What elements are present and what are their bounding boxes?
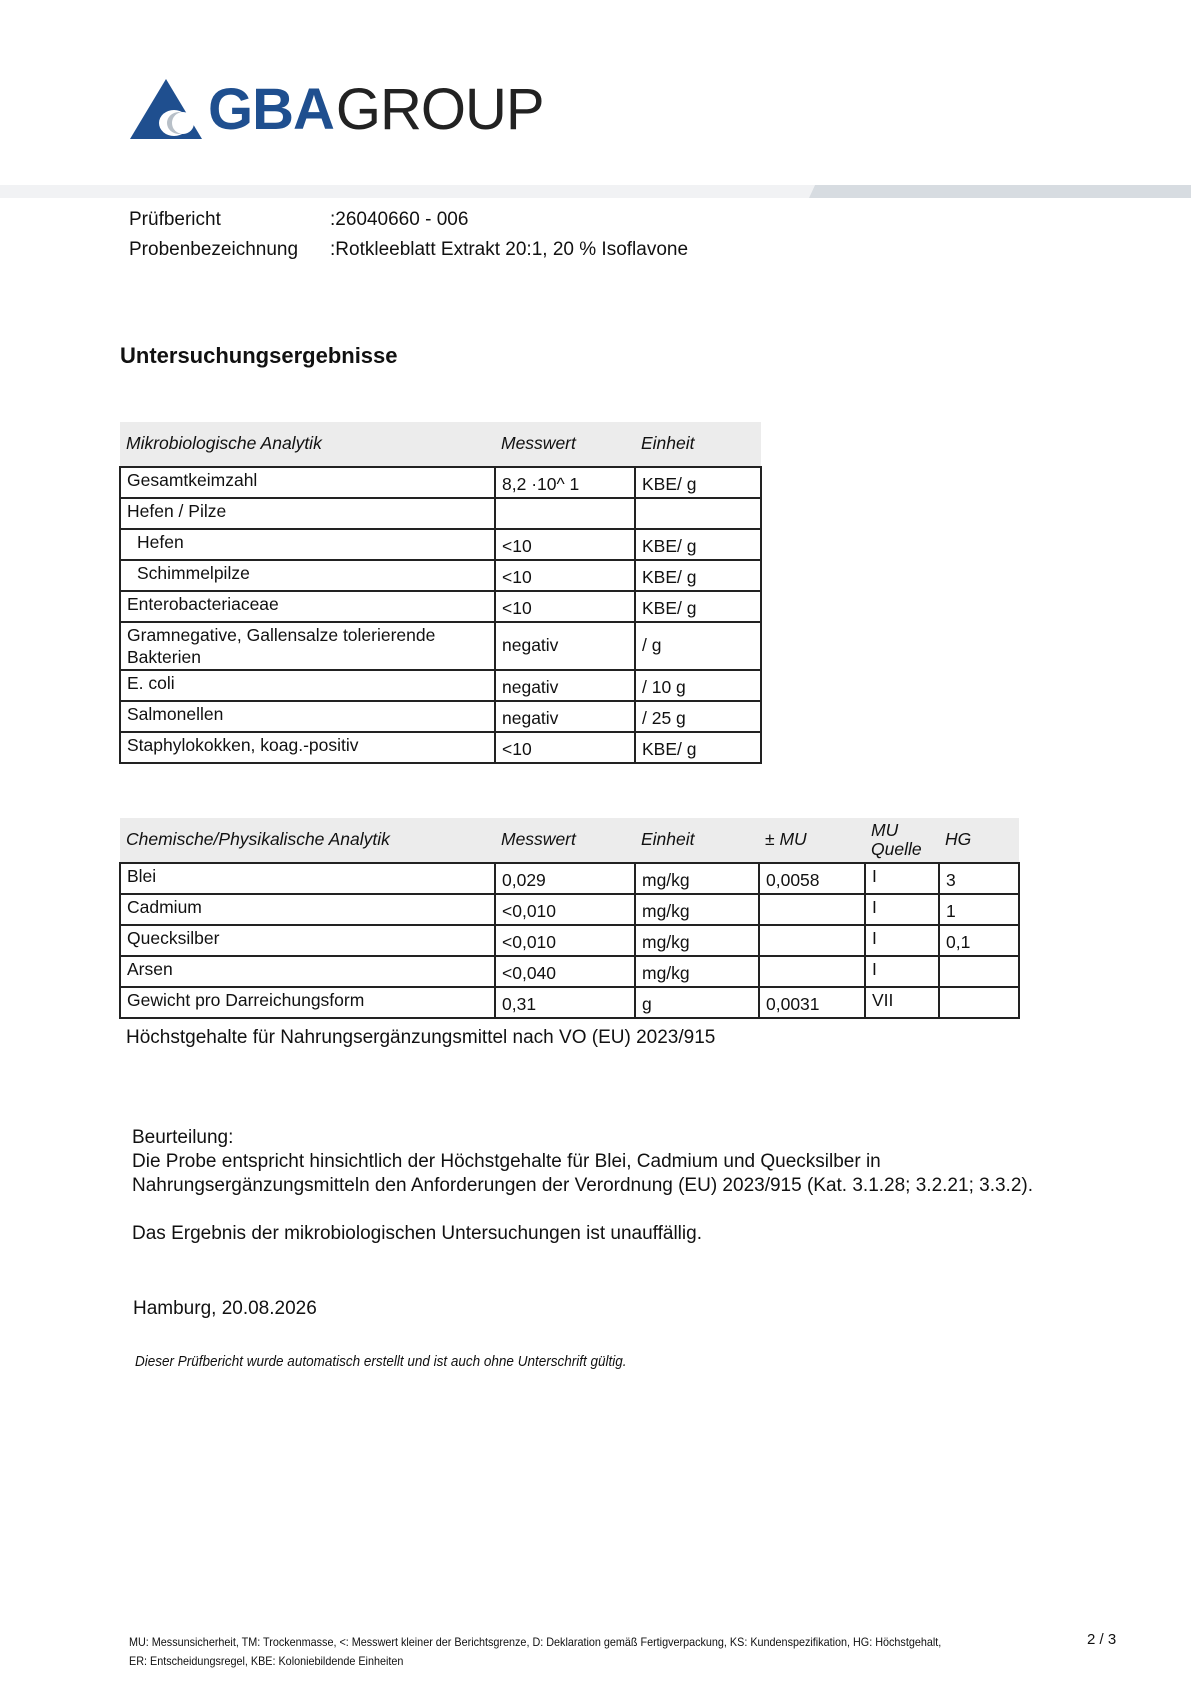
micro-name: Hefen (120, 529, 495, 560)
chem-mu-source: I (865, 925, 939, 956)
table-row (120, 987, 1019, 1018)
micro-unit (635, 498, 761, 529)
chem-value: <0,010 (495, 925, 635, 956)
chem-name: Arsen (120, 956, 495, 987)
micro-name: Salmonellen (120, 701, 495, 732)
micro-header-value: Messwert (495, 422, 635, 467)
micro-value: <10 (495, 529, 635, 560)
logo-text-light: GROUP (335, 77, 544, 142)
chem-name: Blei (120, 863, 495, 894)
sample-name-label: Probenbezeichnung (129, 239, 299, 260)
logo-text (208, 77, 544, 142)
chem-unit: mg/kg (635, 925, 759, 956)
chem-value: 0,029 (495, 863, 635, 894)
table-row (120, 467, 761, 498)
chem-hg: 0,1 (939, 925, 1019, 956)
micro-header-analysis: Mikrobiologische Analytik (120, 422, 495, 467)
micro-name: Schimmelpilze (120, 560, 495, 591)
chem-value: <0,010 (495, 894, 635, 925)
chem-mu-source: I (865, 863, 939, 894)
micro-value: negativ (495, 670, 635, 701)
table-row (120, 529, 761, 560)
table-row (120, 670, 761, 701)
chem-hg (939, 987, 1019, 1018)
logo-text-bold: GBA (208, 77, 334, 142)
table-row (120, 894, 1019, 925)
chem-hg (939, 956, 1019, 987)
micro-result-text: Das Ergebnis der mikrobiologischen Untersuchungen ist unauffällig. (132, 1223, 702, 1244)
header-stripe (0, 185, 1191, 198)
micro-unit: KBE/ g (635, 560, 761, 591)
chem-header-hg: HG (939, 818, 1019, 863)
table-row (120, 498, 761, 529)
table-row (120, 622, 761, 670)
table-row (120, 560, 761, 591)
assessment-line-2: Nahrungsergänzungsmitteln den Anforderungen der Verordnung (EU) 2023/915 (Kat. 3.1.28; 3.2.21; 3.3.2). (132, 1175, 1033, 1196)
table-row (120, 732, 761, 763)
footer-legend-line-1: MU: Messunsicherheit, TM: Trockenmasse, <: Messwert kleiner der Berichtsgrenze, D: Deklaration gemäß Fertigverpackung, KS: Kundenspezifikation, HG: Höchstgehalt, (129, 1635, 942, 1649)
report-number-label: Prüfbericht (129, 209, 221, 230)
micro-name: Gesamtkeimzahl (120, 467, 495, 498)
micro-name: Staphylokokken, koag.-positiv (120, 732, 495, 763)
page-number: 2 / 3 (1087, 1631, 1117, 1648)
chem-hg: 3 (939, 863, 1019, 894)
section-title: Untersuchungsergebnisse (120, 343, 398, 368)
chem-name: Gewicht pro Darreichungsform (120, 987, 495, 1018)
chem-value: <0,040 (495, 956, 635, 987)
chem-mu (759, 894, 865, 925)
micro-value: <10 (495, 591, 635, 622)
micro-header-unit: Einheit (635, 422, 761, 467)
chem-header-unit: Einheit (635, 818, 759, 863)
micro-table-header (120, 422, 761, 467)
table-row (120, 863, 1019, 894)
micro-unit: / g (635, 622, 761, 670)
place-date: Hamburg, 20.08.2026 (133, 1298, 317, 1319)
micro-unit: KBE/ g (635, 732, 761, 763)
micro-value: negativ (495, 622, 635, 670)
chem-mu-source: I (865, 956, 939, 987)
chem-mu (759, 956, 865, 987)
table-row (120, 591, 761, 622)
chem-unit: mg/kg (635, 894, 759, 925)
micro-name: E. coli (120, 670, 495, 701)
chem-unit: mg/kg (635, 956, 759, 987)
micro-name: Enterobacteriaceae (120, 591, 495, 622)
micro-unit: / 10 g (635, 670, 761, 701)
chem-table-header (120, 818, 1019, 863)
chem-name: Cadmium (120, 894, 495, 925)
micro-value: negativ (495, 701, 635, 732)
chem-hg: 1 (939, 894, 1019, 925)
chem-header-mu-source: MU Quelle (865, 818, 939, 863)
table-row (120, 925, 1019, 956)
micro-value: <10 (495, 732, 635, 763)
footer-legend-line-2: ER: Entscheidungsregel, KBE: Koloniebildende Einheiten (129, 1654, 404, 1668)
limits-note: Höchstgehalte für Nahrungsergänzungsmittel nach VO (EU) 2023/915 (126, 1027, 716, 1048)
chem-header-analysis: Chemische/Physikalische Analytik (120, 818, 495, 863)
chem-table (119, 818, 1020, 1019)
micro-name: Gramnegative, Gallensalze tolerierende Bakterien (120, 622, 495, 670)
chem-header-value: Messwert (495, 818, 635, 863)
micro-unit: KBE/ g (635, 591, 761, 622)
chem-mu-source: I (865, 894, 939, 925)
assessment-line-1: Die Probe entspricht hinsichtlich der Höchstgehalte für Blei, Cadmium und Quecksilber in (132, 1151, 881, 1172)
chem-value: 0,31 (495, 987, 635, 1018)
gba-triangle-logo-icon (130, 79, 202, 141)
table-row (120, 956, 1019, 987)
micro-unit: / 25 g (635, 701, 761, 732)
chem-mu: 0,0058 (759, 863, 865, 894)
micro-table (119, 422, 762, 764)
micro-name: Hefen / Pilze (120, 498, 495, 529)
chem-header-mu: ± MU (759, 818, 865, 863)
report-number-value: :26040660 - 006 (330, 209, 469, 230)
micro-unit: KBE/ g (635, 529, 761, 560)
chem-unit: g (635, 987, 759, 1018)
sample-name-value: :Rotkleeblatt Extrakt 20:1, 20 % Isoflavone (330, 239, 689, 260)
table-row (120, 701, 761, 732)
micro-unit: KBE/ g (635, 467, 761, 498)
micro-value: 8,2 ·10^ 1 (495, 467, 635, 498)
chem-mu-source: VII (865, 987, 939, 1018)
chem-mu: 0,0031 (759, 987, 865, 1018)
assessment-heading: Beurteilung: (132, 1127, 234, 1148)
company-logo (130, 75, 544, 145)
chem-mu (759, 925, 865, 956)
micro-value: <10 (495, 560, 635, 591)
micro-value (495, 498, 635, 529)
disclaimer: Dieser Prüfbericht wurde automatisch erstellt und ist auch ohne Unterschrift gültig. (135, 1353, 627, 1370)
chem-unit: mg/kg (635, 863, 759, 894)
chem-name: Quecksilber (120, 925, 495, 956)
